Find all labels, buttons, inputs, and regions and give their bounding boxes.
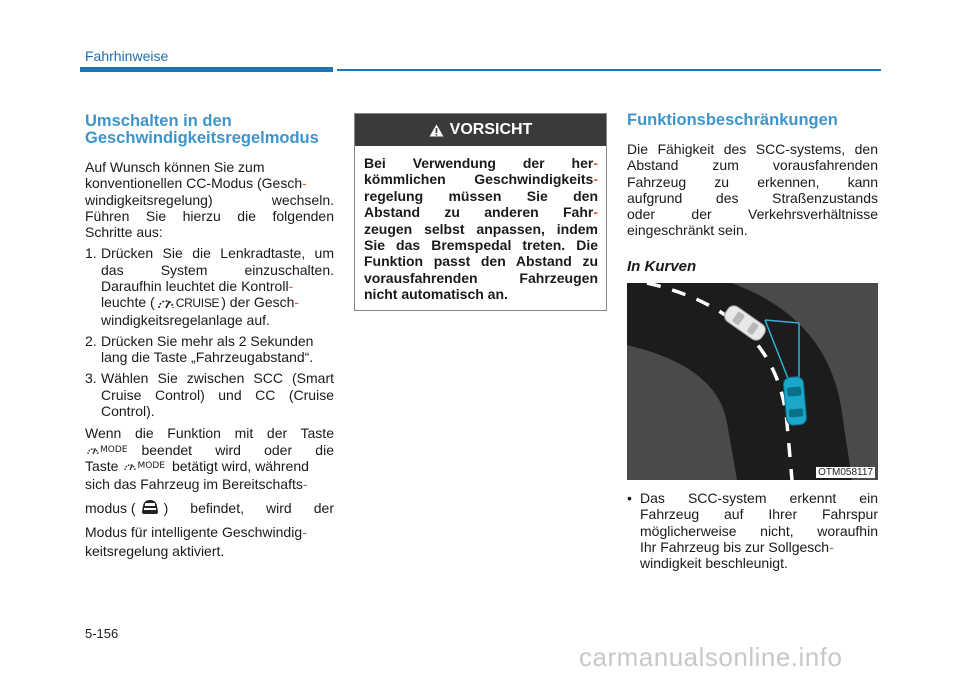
caution-title: VORSICHT (449, 121, 533, 138)
left-heading: Umschalten in den Geschwindigkeitsregelmodus (85, 112, 319, 147)
header-rule-thick (80, 67, 333, 72)
mode-button-icon-2: MODE (124, 458, 164, 474)
caution-line: kömmlichen Geschwindigkeits- (364, 171, 598, 188)
car-standby-icon (139, 497, 161, 520)
list-item-step1: 1. Drücken Sie die Lenkradtaste, um das System einzuschalten. Daraufhin leuchtet die Kontroll- leuchte ( CRUISE ) der Gesch- windigkeitsregelanlage auf. (85, 245, 334, 328)
figure-code: OTM058117 (818, 467, 873, 478)
right-subheading: In Kurven (627, 257, 697, 275)
caution-line: vorausfahrenden Fahrzeugen (364, 269, 598, 286)
caution-line: Abstand zu anderen Fahr- (364, 204, 598, 221)
curve-road-svg (627, 283, 878, 480)
mode-button-icon: MODE (87, 442, 127, 458)
caution-line: Bei Verwendung der her- (364, 155, 598, 171)
caution-line: nicht automatisch an. (364, 286, 508, 303)
caution-line: Funktion passt den Abstand zu (364, 253, 598, 270)
caution-header (355, 114, 606, 146)
right-bullets (627, 490, 878, 571)
right-intro: Die Fähigkeit des SCC-systems, den Abstand zum vorausfahrenden Fahrzeug zu erkennen, kann aufgrund des Straßenzustands oder der Verkehrsverhältnisse eingeschränkt sein. (627, 141, 878, 239)
list-item-step3: 3. Wählen Sie zwischen SCC (Smart Cruise Control) und CC (Cruise Control). (85, 370, 334, 420)
left-column (85, 113, 334, 559)
list-item-curve-bullet: • Das SCC-system erkennt ein Fahrzeug auf Ihrer Fahrspur möglicherweise nicht, woraufhin Ihr Fahrzeug bis zur Sollgesch- windigkeit beschleunigt. (627, 490, 878, 572)
right-heading: Funktionsbeschränkungen (627, 111, 838, 129)
cruise-indicator-icon: CRUISE (157, 295, 220, 311)
section-header: Fahrhinweise (85, 48, 169, 64)
right-column (627, 112, 878, 275)
curve-illustration (627, 283, 878, 480)
caution-text (355, 146, 606, 303)
left-intro: Auf Wunsch können Sie zum konventionellen CC-Modus (Gesch- windigkeitsregelung) wechseln. Führen Sie hierzu die folgenden Schritte aus: (85, 159, 334, 241)
left-closing: Wenn die Funktion mit der Taste MODE beendet wird oder die Taste MODE betätigt wird, während sich das Fahrzeug im Bereitschafts- modus ( ) befindet, wird der Modus für intelligente Geschwindig- keitsregelung aktiviert. (85, 425, 334, 560)
warning-triangle-icon (429, 124, 444, 137)
caution-line: zeugen selbst anpassen, indem (364, 220, 598, 237)
list-item-step2: 2. Drücken Sie mehr als 2 Sekunden lang die Taste „Fahrzeugabstand“. (85, 332, 314, 366)
caution-line: Sie das Bremspedal treten. Die (364, 237, 598, 254)
own-car (783, 376, 807, 426)
page-number: 5-156 (85, 626, 119, 641)
caution-line: regelung müssen Sie den (364, 187, 598, 204)
caution-box (354, 113, 607, 311)
header-rule-thin (337, 69, 881, 71)
watermark: carmanualsonline.info (579, 642, 843, 672)
